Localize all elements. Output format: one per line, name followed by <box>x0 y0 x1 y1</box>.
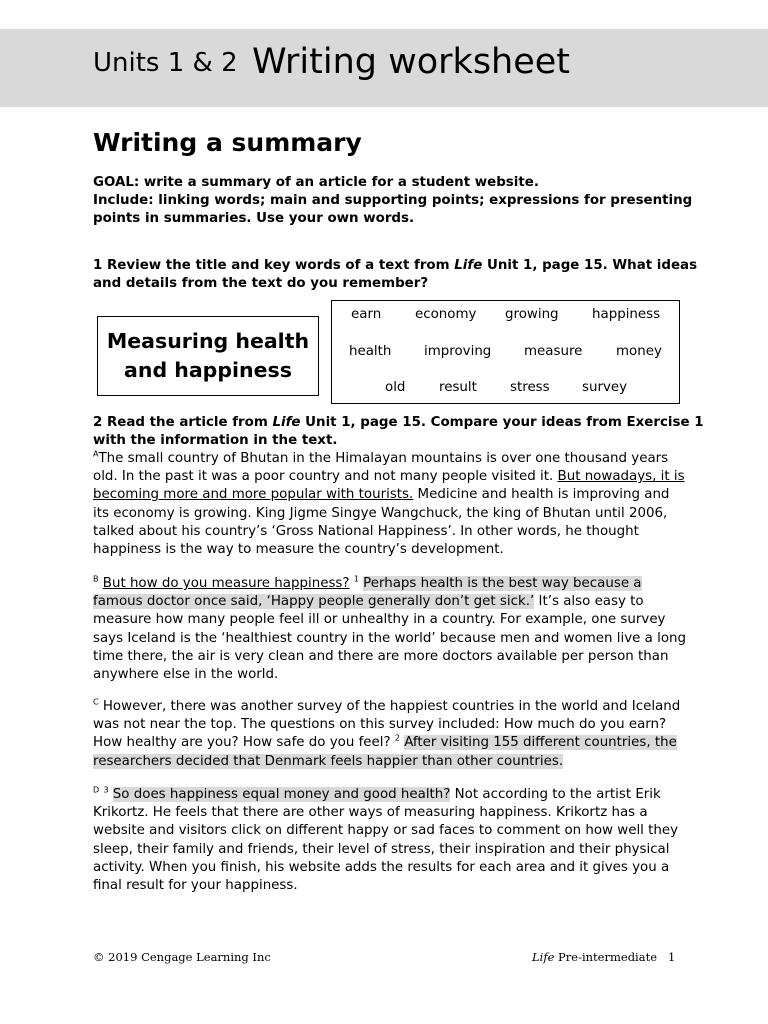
highlighted-point: famous doctor once said, ‘Happy people generally don’t get sick.’ <box>93 594 535 610</box>
highlighted-point: researchers decided that Denmark feels happier than other countries. <box>93 753 564 769</box>
key-word: result <box>439 380 477 395</box>
key-word: growing <box>505 307 559 322</box>
exercise-1-instructions: 1 Review the title and key words of a text from Life Unit 1, page 15. What ideas and details from the text do you remember? <box>93 258 698 291</box>
key-word: happiness <box>592 307 661 322</box>
article-title-box <box>97 316 319 396</box>
underlined-main-point: becoming more and more popular with tourists. <box>93 487 414 503</box>
key-word: stress <box>510 380 550 395</box>
paragraph-label: A <box>93 449 99 459</box>
key-word: earn <box>351 307 382 322</box>
key-word: economy <box>415 307 477 322</box>
footer-book: Life Pre-intermediate <box>532 950 658 964</box>
goal-line: Include: linking words; main and supporting points; expressions for presenting <box>93 193 693 208</box>
highlighted-point: So does happiness equal money and good health? <box>112 787 451 802</box>
goal-line: GOAL: write a summary of an article for a student website. <box>93 175 539 190</box>
underlined-main-point: But how do you measure happiness? <box>102 576 350 591</box>
paragraph-a: $^A$The small country of Bhutan in the Himalayan mountains is over one thousand years old. In the past it was a poor country and not many people visited it. But nowadays, it is becoming more and more popular with tourists. Medicine and health is improving and its economy is growing. King Jigme Singye Wangchuck, the king of Bhutan until 2006, talked about his country’s ‘Gross National Happiness’. In other words, he thought happiness is the way to measure the country’s development. <box>93 449 685 558</box>
point-number: 2 <box>394 733 400 743</box>
paragraph-d: $^D$ $^3$ So does happiness equal money and good health? Not according to the artist Erik Krikortz. He feels that there are other ways of measuring happiness. Krikortz has a website and visitors click on different happy or sad faces to comment on how well they sleep, their family and friends, their level of stress, their inspiration and their physical activity. When you finish, his website adds the results for each area and it gives you a final result for your happiness. <box>93 785 679 894</box>
highlighted-point: After visiting 155 different countries, the <box>404 735 677 751</box>
point-number: 3 <box>103 785 109 795</box>
article-title-line: and happiness <box>124 358 292 382</box>
key-words-box <box>331 300 680 404</box>
highlighted-point: Perhaps health is the best way because a <box>363 576 642 591</box>
section-title: Writing a summary <box>93 128 362 157</box>
key-word: improving <box>424 344 492 359</box>
key-word: measure <box>524 344 583 359</box>
key-word: survey <box>582 380 628 395</box>
page-number: 1 <box>668 950 676 964</box>
underlined-main-point: But nowadays, it is <box>557 469 685 485</box>
point-number: 1 <box>353 574 359 584</box>
exercise-2-instructions: 2 Read the article from Life Unit 1, page 15. Compare your ideas from Exercise 1 with the information in the text. <box>93 415 704 448</box>
paragraph-label: C <box>93 697 99 707</box>
paragraph-label: D <box>93 785 100 795</box>
paragraph-c: $^C$ However, there was another survey of the happiest countries in the world and Iceland was not near the top. The questions on this survey included: How much do you earn? How healthy are you? How safe do you feel? $^2$ After visiting 155 different countries, the researchers decided that Denmark feels happier than other countries. <box>93 697 681 769</box>
key-word: health <box>349 344 392 359</box>
article-title-line: Measuring health <box>106 329 310 353</box>
paragraph-label: B <box>93 574 99 584</box>
goal-line: points in summaries. Use your own words. <box>93 211 415 226</box>
key-word: money <box>616 344 662 359</box>
footer-copyright: © 2019 Cengage Learning Inc <box>93 950 271 964</box>
key-word: old <box>385 380 406 395</box>
header-units: Units 1 & 2 <box>93 48 238 78</box>
page-title: Writing worksheet <box>252 42 571 82</box>
book-title: Life <box>272 415 301 430</box>
book-title: Life <box>454 258 483 273</box>
paragraph-b: $^B$ But how do you measure happiness? $^1$ Perhaps health is the best way because a famous doctor once said, ‘Happy people generally don’t get sick.’ It’s also easy to measure how many people feel ill or unhealthy in a country. For example, one survey says Iceland is the ‘healthiest country in the world’ because men and women live a long time there, the air is very clean and there are more doctors available per person than anywhere else in the world. <box>93 574 687 683</box>
goal-block <box>93 174 693 228</box>
